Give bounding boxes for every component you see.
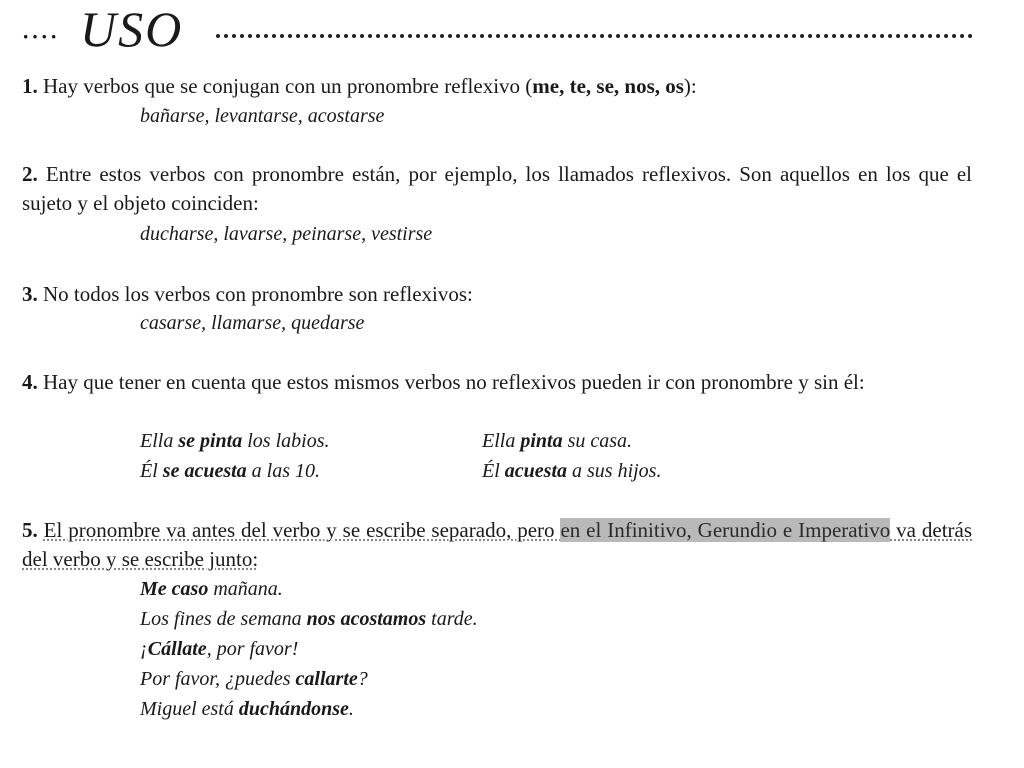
bold-pronouns: me, te, se, nos, os xyxy=(532,74,684,98)
example-text: Por favor, ¿puedes xyxy=(140,668,296,690)
example-text: a las 10. xyxy=(246,460,321,482)
paragraph-5 xyxy=(22,516,972,574)
example-me-caso xyxy=(140,574,283,604)
example-text: a sus hijos. xyxy=(567,460,662,482)
paragraph-text: No todos los verbos con pronombre son reflexivos: xyxy=(43,282,473,306)
example-bold: Me caso xyxy=(140,578,209,600)
example-text: Ella xyxy=(482,430,521,452)
example-line-3: casarse, llamarse, quedarse xyxy=(140,312,365,334)
paragraph-text: Hay verbos que se conjugan con un pronombre reflexivo ( xyxy=(43,74,533,98)
example-line-2: ducharse, lavarse, peinarse, vestirse xyxy=(140,223,433,245)
paragraph-text: Hay que tener en cuenta que estos mismos verbos no reflexivos pueden ir con pronombre y sin él: xyxy=(43,370,865,394)
paragraph-text-end: va detrás del verbo y se escribe junto: xyxy=(22,518,973,571)
example-acuesta xyxy=(482,456,661,486)
paragraph-number: 4. xyxy=(22,370,38,394)
example-text: Miguel está xyxy=(140,698,239,720)
example-nos-acostamos xyxy=(140,604,478,634)
example-bold: callarte xyxy=(295,668,358,690)
paragraph-4 xyxy=(22,368,972,397)
paragraph-3 xyxy=(22,280,972,309)
example-text: . xyxy=(348,698,354,720)
example-callate xyxy=(140,634,298,664)
example-bold: se pinta xyxy=(178,430,243,452)
section-header xyxy=(18,2,973,62)
example-se-acuesta xyxy=(140,456,320,486)
example-bold: duchándonse xyxy=(238,698,349,720)
example-text: Los fines de semana xyxy=(140,608,307,630)
example-bold: se acuesta xyxy=(162,460,247,482)
example-bold: nos acostamos xyxy=(306,608,427,630)
example-duchandonse xyxy=(140,694,354,724)
paragraph-text: El pronombre va antes del verbo y se escribe separado, pero xyxy=(43,518,561,542)
example-text: los labios. xyxy=(242,430,330,452)
example-text: mañana. xyxy=(208,578,283,600)
leader-dots-left: ···· xyxy=(22,24,60,49)
example-text: Él xyxy=(140,460,163,482)
example-se-pinta xyxy=(140,426,330,456)
paragraph-number: 1. xyxy=(22,74,38,98)
paragraph-text-end: ): xyxy=(683,74,697,98)
example-text: Ella xyxy=(140,430,179,452)
example-text: Él xyxy=(482,460,505,482)
example-pinta xyxy=(482,426,632,456)
paragraph-number: 2. xyxy=(22,162,38,186)
example-bold: acuesta xyxy=(504,460,567,482)
example-text: tarde. xyxy=(426,608,478,630)
example-bold: pinta xyxy=(520,430,563,452)
paragraph-number: 3. xyxy=(22,282,38,306)
example-text: ¡ xyxy=(140,638,148,660)
example-line-1: bañarse, levantarse, acostarse xyxy=(140,105,385,127)
example-callarte xyxy=(140,664,368,694)
example-text: su casa. xyxy=(562,430,633,452)
paragraph-2 xyxy=(22,160,972,218)
leader-dots-line xyxy=(216,34,973,38)
example-bold: Cállate xyxy=(147,638,207,660)
paragraph-1 xyxy=(22,72,972,101)
paragraph-text: Entre estos verbos con pronombre están, por ejemplo, los llamados reflexivos. Son aquellos en los que el sujeto y el objeto coinciden: xyxy=(22,162,972,215)
page-title: USO xyxy=(80,1,184,57)
paragraph-number: 5. xyxy=(22,518,38,542)
example-text: ? xyxy=(357,668,368,690)
highlighted-text: en el Infinitivo, Gerundio e Imperativo xyxy=(560,518,891,542)
example-text: , por favor! xyxy=(206,638,299,660)
